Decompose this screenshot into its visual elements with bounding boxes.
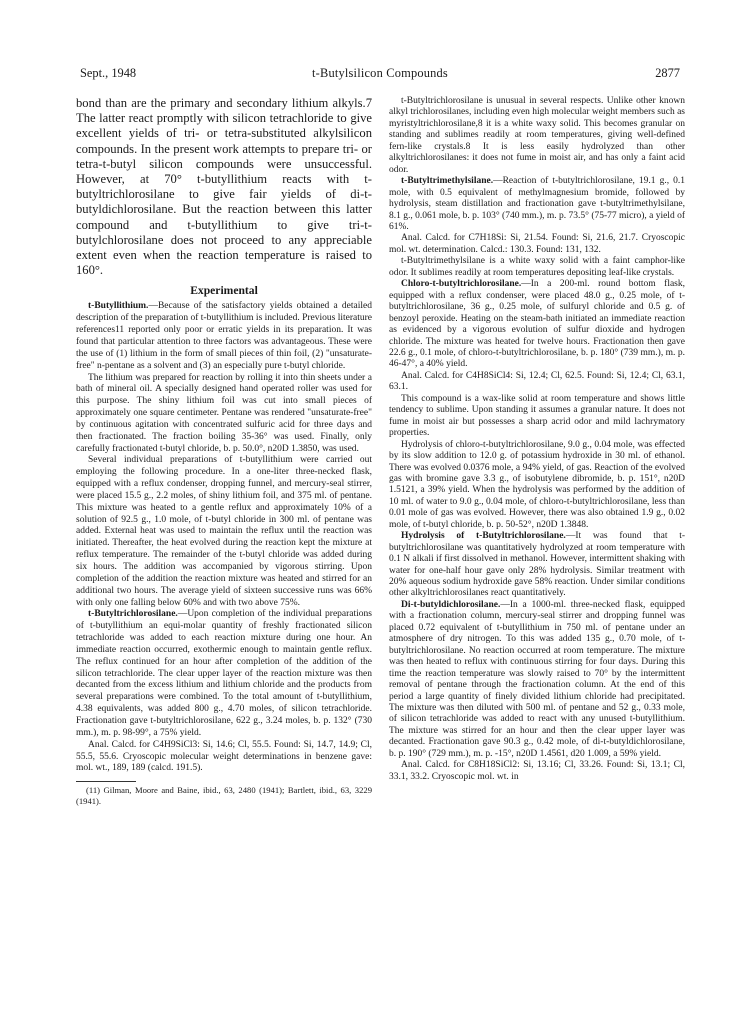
paragraph-text: —Reaction of t-butyltrichlorosilane, 19.1 g., 0.1 mole, with 0.5 equivalent of methylmagnesium bromide, followed by hydrolysis, steam distillation and fractionation gave t-butyltrimethylsilane, 8.1 g., 0.061 mole, b. p. 103° (740 mm.), m. p. 73.5° (75-77 micro), a yield of 61%. [389, 176, 685, 232]
paragraph-hydrolysis-chloro: Hydrolysis of chloro-t-butyltrichlorosilane, 9.0 g., 0.04 mole, was effected by its slow addition to 12.0 g. of potassium hydroxide in 30 ml. of ethanol. There was evolved 0.0376 mole, a 94% yield, of gas. Reaction of the evolved gas with bromine gave 3.3 g., of isobutylene dibromide, b. p. 151°, n20D 1.5121, a 39% yield. When the hydrolysis was performed by the addition of 10 ml. of water to 9.0 g., 0.04 mole, of chloro-t-butyltrichlorosilane, less than 0.01 mole of gas was evolved. However, there was also obtained 1.9 g., 0.02 mole, of t-butyl chloride, b. p. 50-52°, n20D 1.3848. [389, 439, 685, 530]
paragraph-analysis-2: Anal. Calcd. for C7H18Si: Si, 21.54. Found: Si, 21.6, 21.7. Cryoscopic mol. wt. determination. Calcd.: 130.3. Found: 131, 132. [389, 233, 685, 255]
paragraph-label: t-Butyltrimethylsilane. [401, 176, 494, 187]
paragraph-wax-like: This compound is a wax-like solid at room temperature and shows little tendency to sublime. Upon standing it assumes a granular nature. It does not fume in moist air but possesses a sharp acrid odor and mild lachrymatory properties. [389, 393, 685, 439]
paragraph-text: —It was found that t-butyltrichlorosilane was quantitatively hydrolyzed at room temperature with 0.1 N alkali if first dissolved in methanol. However, intermittent shaking with water for one-half hour gave only 28% hydrolysis. Similar treatment with 20% aqueous sodium hydroxide gave 58% reaction. Under similar conditions other alkyltrichlorosilanes react quantitatively. [389, 531, 685, 599]
paragraph-lithium-prep: The lithium was prepared for reaction by rolling it into thin sheets under a bath of mineral oil. A specially designed hand operated roller was used for this purpose. The shiny lithium foil was cut into small pieces of approximately one square centimeter. Pentane was rendered "unsaturate-free" by continuous agitation with concentrated sulfuric acid for three days and then fractionated. The fraction boiling 35-36° was used. Finally, only carefully fractionated t-butyl chloride, b. p. 50.0°, n20D 1.3850, was used. [76, 372, 372, 454]
paragraph-label: Hydrolysis of t-Butyltrichlorosilane. [401, 531, 566, 542]
paragraph-description: t-Butyltrimethylsilane is a white waxy solid with a faint camphor-like odor. It sublimes readily at room temperatures depositing leaf-like crystals. [389, 256, 685, 278]
left-column [76, 96, 372, 807]
footnote: (11) Gilman, Moore and Baine, ibid., 63, 2480 (1941); Bartlett, ibid., 63, 3229 (1941). [76, 785, 372, 807]
paragraph-label: t-Butyltrichlorosilane. [88, 609, 178, 620]
paragraph-t-butyllithium [76, 301, 372, 372]
paragraph-label: Di-t-butyldichlorosilane. [401, 599, 501, 610]
paragraph-di-t-butyldichlorosilane [389, 600, 685, 760]
right-column [389, 96, 685, 783]
paragraph-chloro-t-butyltrichlorosilane [389, 279, 685, 371]
running-head [80, 66, 680, 84]
paragraph-text: —In a 200-ml. round bottom flask, equipped with a reflux condenser, were placed 48.0 g., 0.25 mole, of t-butyltrichlorosilane, 36 g., 0.25 mole, of sulfuryl chloride and 0.5 g. of benzoyl peroxide. Heating on the steam-bath initiated an immediate reaction as evidenced by a vigorous evolution of sulfur dioxide and hydrogen chloride. The mixture was heated for twelve hours. Fractionation then gave 22.6 g., 0.1 mole, of chloro-t-butyltrichlorosilane, b. p. 180° (739 mm.), m. p. 46-47°, a 40% yield. [389, 279, 685, 370]
paragraph-text: —Because of the satisfactory yields obtained a detailed description of the preparation of t-butyllithium is included. Previous literature references11 reported only poor or erratic yields in its preparation. It was found that particular attention to three factors was advantageous. These were the use of (1) lithium in the form of small pieces of thin foil, (2) "unsaturate-free" n-pentane as a solvent and (3) an especially pure t-butyl chloride. [76, 301, 373, 371]
paragraph-text: —In a 1000-ml. three-necked flask, equipped with a fractionation column, mercury-seal stirrer and dropping funnel was placed 0.72 equivalent of t-butyllithium in 750 ml. of pentane under an atmosphere of dry nitrogen. To this was added 135 g., 0.70 mole, of t-butyltrichlorosilane. No reaction occurred at room temperature. The mixture was then heated to reflux with continuous stirring for four days. During this time the reaction temperature was slowly raised to 70° by the intermittent removal of pentane through the fractionation column. At the end of this period a large quantity of finely divided lithium chloride had precipitated. The mixture was then diluted with 500 ml. of pentane and 52 g., 0.33 mole, of silicon tetrachloride was added to react with any unused t-butyllithium. The mixture was stirred for an hour and then the clear upper layer was decanted. Fractionation gave 90.3 g., 0.42 mole, of di-t-butyldichlorosilane, b. p. 190° (729 mm.), m. p. -15°, n20D 1.4561, d20 1.009, a 59% yield. [389, 599, 685, 759]
paragraph-procedure: Several individual preparations of t-butyllithium were carried out employing the following procedure. In a one-liter three-necked flask, equipped with a reflux condenser, dropping funnel, and mercury-seal stirrer, were placed 15.5 g., 2.2 moles, of shiny lithium foil, and 375 ml. of pentane. This mixture was heated to a gentle reflux and approximately 10% of a solution of 92.5 g., 1.0 mole, of t-butyl chloride in 300 ml. of pentane was added. External heat was used to maintain the reflux until the reaction was initiated. Thereafter, the heat evolved during the reaction kept the mixture at reflux temperature. The remainder of the t-butyl chloride was added during six hours. The addition was accompanied by vigorous stirring. Upon completion of the addition the reaction mixture was heated and stirred for an additional two hours. The average yield of sixteen successive runs was 66% with only one falling below 60% and with two above 75%. [76, 455, 372, 608]
page-number: 2877 [655, 66, 680, 80]
footnote-divider [76, 781, 136, 782]
paragraph-analysis-3: Anal. Calcd. for C4H8SiCl4: Si, 12.4; Cl, 62.5. Found: Si, 12.4; Cl, 63.1, 63.1. [389, 370, 685, 393]
paragraph-t-butyltrichlorosilane [76, 609, 372, 739]
paragraph-analysis-4: Anal. Calcd. for C8H18SiCl2: Si, 13.16; Cl, 33.26. Found: Si, 13.1; Cl, 33.1, 33.2. Cryoscopic mol. wt. in [389, 760, 685, 782]
paragraph-properties: t-Butyltrichlorosilane is unusual in several respects. Unlike other known alkyl trichlorosilanes, including even high molecular weight members such as myristyltrichlorosilane,8 it is a white waxy solid. This becomes granular on standing and sublimes readily at room temperatures, giving well-defined fern-like crystals.8 It is less easily hydrolyzed than other alkyltrichlorosilanes: it does not fume in moist air, and has only a faint acid odor. [389, 96, 686, 175]
lead-paragraph: bond than are the primary and secondary lithium alkyls.7 The latter react promptly with silicon tetrachloride to give excellent yields of tri- or tetra-substituted alkylsilicon compounds. In the present work attempts to prepare tri- or tetra-t-butyl silicon compounds were unsuccessful. However, at 70° t-butyllithium reacts with t-butyltrichlorosilane to give fair yields of di-t-butyldichlorosilane. But the reaction between this latter compound and t-butyllithium to give tri-t-butylchlorosilane does not proceed to any appreciable extent even when the reaction temperature is raised to 160°. [76, 96, 372, 278]
paragraph-label: Chloro-t-butyltrichlorosilane. [401, 279, 522, 290]
paragraph-analysis: Anal. Calcd. for C4H9SiCl3: Si, 14.6; Cl, 55.5. Found: Si, 14.7, 14.9; Cl, 55.5, 55.6. Cryoscopic molecular weight determinations in benzene gave: mol. wt., 189, 189 (calcd. 191.5). [76, 739, 372, 774]
paragraph-text: —Upon completion of the individual preparations of t-butyllithium an equi-molar quantity of freshly fractionated silicon tetrachloride was added to each reaction mixture during one hour. An immediate reaction occurred, exothermic enough to maintain gentle reflux. The reflux continued for an hour after completion of the addition of the silicon tetrachloride. The clear upper layer of the reaction mixture was then decanted from the excess lithium and lithium chloride and the products from several preparations were combined. To the total amount of t-butyllithium, 4.38 equivalents, was added 800 g., 4.70 moles, of silicon tetrachloride. Fractionation gave t-butyltrichlorosilane, 622 g., 3.24 moles, b. p. 132° (730 mm.), m. p. 98-99°, a 75% yield. [76, 609, 372, 738]
paragraph-hydrolysis [389, 531, 685, 600]
running-title: t-Butylsilicon Compounds [312, 66, 448, 80]
paragraph-label: t-Butyllithium. [88, 301, 149, 312]
issue-date: Sept., 1948 [80, 66, 137, 80]
paragraph-t-butyltrimethylsilane [389, 176, 685, 233]
section-heading: Experimental [190, 284, 258, 298]
